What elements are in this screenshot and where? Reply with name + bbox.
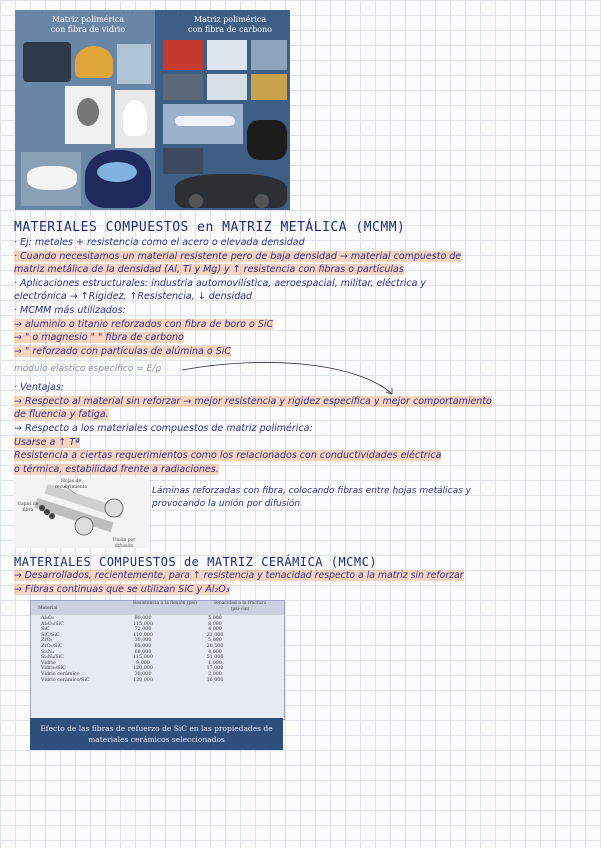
table-row: Vidrio 9,000 1,000	[41, 660, 222, 666]
mcmm-line: → Respecto a los materiales compuestos de matriz polimérica:	[14, 423, 313, 434]
specific-modulus-note: módulo elástico específico = E/ρ	[14, 364, 162, 374]
table-row: SiC/SiC 110,000 23,000	[41, 632, 224, 638]
mcmm-line: electrónica → ↑Rigidez, ↑Resistencia, ↓ densidad	[14, 291, 253, 302]
mcmm-line: o térmica, estabilidad frente a radiaciones.	[14, 464, 219, 475]
table-row: Al₂O₃/SiC 115,000 8,000	[41, 621, 222, 627]
mcmm-line: → aluminio o titanio reforzados con fibra de boro o SiC	[14, 319, 274, 330]
table-row: Si₃N₄ 68,000 4,000	[41, 649, 222, 655]
table-row: SiC 72,000 4,000	[41, 627, 222, 633]
mcmm-line: · Ej: metales + resistencia como el acero o elevada densidad	[14, 237, 305, 248]
label-sheets: Hojas de recubrimiento	[54, 479, 88, 490]
table-header: Material	[38, 606, 58, 611]
properties-table-body	[35, 616, 251, 683]
diagram-note: provocando la unión por difusión	[152, 499, 301, 509]
composite-photo-collage	[15, 10, 290, 210]
table-header: Resistencia a la flexión (psi)	[132, 601, 198, 606]
diagram-note: Láminas reforzadas con fibra, colocando fibras entre hojas metálicas y	[152, 486, 472, 496]
mcmm-line: · Aplicaciones estructurales: industria automovilística, aeroespacial, militar, eléctrica y	[14, 278, 427, 289]
mcmm-line: de fluencia y fatiga.	[14, 409, 109, 420]
advantages-heading: · Ventajas:	[14, 382, 65, 393]
right-photo-label: Matriz polimérica con fibra de carbono	[188, 15, 272, 34]
mcmm-line: · MCMM más utilizados:	[14, 305, 126, 316]
mcmm-line: · Cuando necesitamos un material resistente pero de baja densidad → material compuesto de	[14, 251, 462, 262]
mcmm-line: Resistencia a ciertas requerimientos como los relacionados con conductividades eléctrica	[14, 450, 442, 461]
label-bond: Unión por difusión	[112, 538, 136, 549]
mcmc-line: → Desarrollados, recientemente, para ↑ resistencia y tenacidad respecto a la matriz sin reforzar	[14, 570, 464, 581]
table-row: Vidrio/SiC 120,000 17,000	[41, 666, 224, 672]
table-row: ZrO₂/SiC 65,000 20,500	[41, 643, 224, 649]
left-photo-label: Matriz polimérica con fibra de vidrio	[50, 15, 126, 34]
mcmm-line: → Respecto al material sin reforzar → mejor resistencia y rigidez específica y mejor comportamiento	[14, 396, 492, 407]
table-row: Si₃N₄/SiC 115,000 51,000	[41, 655, 224, 661]
table-row: ZrO₂ 30,000 5,000	[41, 638, 222, 644]
table-header: Tenacidad a la fractura (psi·√in)	[213, 601, 267, 612]
mcmm-line: Usarse a ↑ Tª	[14, 437, 80, 448]
mcmm-line: → " reforzado con partículas de alúmina o SiC	[14, 346, 231, 357]
mcmc-line: → Fibras continuas que se utilizan SiC y Al₂O₃	[14, 584, 230, 595]
mcmc-title: MATERIALES COMPUESTOS de MATRIZ CERÁMICA (MCMC)	[14, 555, 378, 569]
mcmm-title: MATERIALES COMPUESTOS en MATRIZ METÁLICA (MCMM)	[14, 220, 406, 235]
table-row: Vidrio cerámico 30,000 2,000	[41, 671, 222, 677]
table-row: Vidrio cerámico/SiC 120,000 16,000	[41, 677, 224, 683]
table-row: Al₂O₃ 80,000 5,000	[41, 616, 222, 621]
table-caption: Efecto de las fibras de refuerzo de SiC en las propiedades de materiales cerámicos seleccionados	[30, 718, 283, 750]
label-fibers: Capas de fibra	[17, 502, 39, 513]
mcmm-line: → " o magnesio " " fibra de carbono	[14, 332, 184, 343]
mcmm-line: matriz metálica de la densidad (Al, Ti y Mg) y ↑ resistencia con fibras o partículas	[14, 264, 404, 275]
